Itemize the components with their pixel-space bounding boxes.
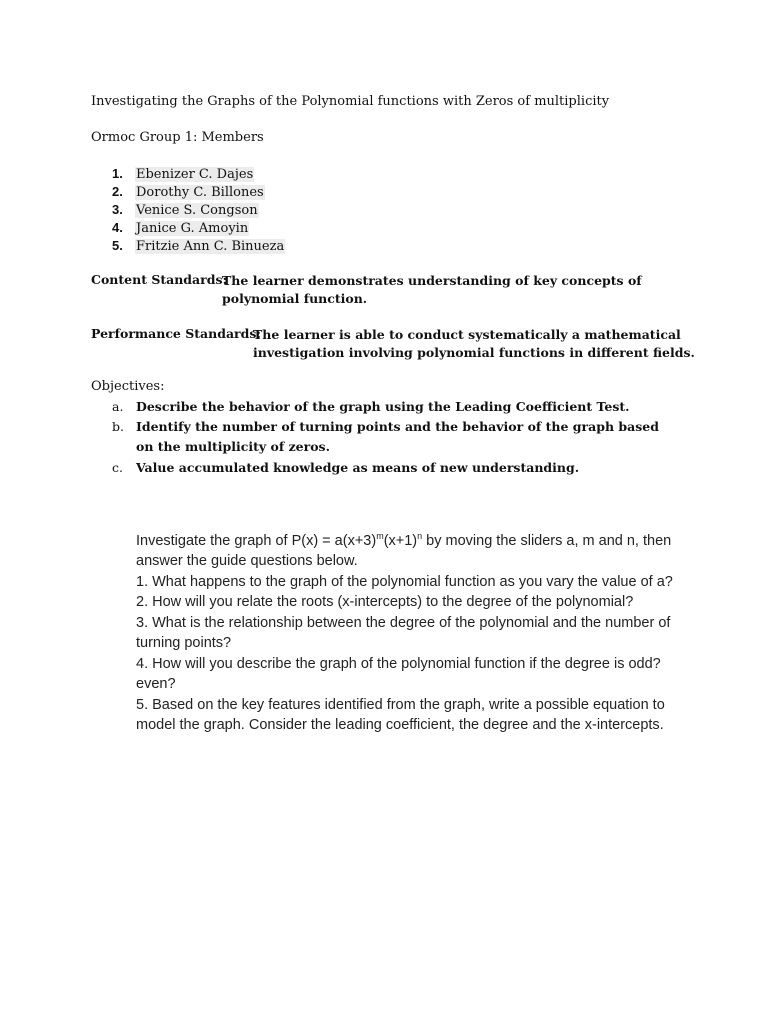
member-list-item — [112, 201, 259, 219]
guide-question: 3. What is the relationship between the degree of the polynomial and the number of turning points? — [136, 614, 671, 652]
objective-letter: c. — [112, 460, 123, 475]
list-number: 5. — [112, 238, 123, 253]
performance-standards-line-1: The learner is able to conduct systematically a mathematical — [253, 327, 681, 342]
guide-question: 1. What happens to the graph of the polynomial function as you vary the value of a? — [136, 573, 673, 590]
guide-question: 2. How will you relate the roots (x-intercepts) to the degree of the polynomial? — [136, 594, 634, 611]
objective-item — [112, 458, 676, 478]
objective-item — [112, 397, 676, 417]
member-list-item — [112, 237, 285, 255]
performance-standards-line-2: investigation involving polynomial functions in different fields. — [253, 345, 695, 360]
list-number: 2. — [112, 184, 123, 199]
member-list-item — [112, 219, 249, 237]
member-name: Dorothy C. Billones — [136, 185, 264, 200]
member-list-item — [112, 165, 254, 183]
objective-letter: a. — [112, 399, 124, 414]
investigation-intro: Investigate the graph of $P(x) = a(x+3)^m(x+1)^n$ by moving the sliders a, m and n, then answer the guide questions below. — [136, 531, 672, 570]
list-number: 1. — [112, 166, 123, 181]
content-standards-line-1: The learner demonstrates understanding of key concepts of — [222, 273, 642, 288]
performance-standards-label: Performance Standards: — [91, 326, 262, 341]
member-name: Fritzie Ann C. Binueza — [136, 239, 285, 254]
document-title: Investigating the Graphs of the Polynomial functions with Zeros of multiplicity — [91, 94, 610, 109]
list-number: 3. — [112, 202, 123, 217]
objective-text: Value accumulated knowledge as means of new understanding. — [136, 460, 580, 475]
list-number: 4. — [112, 220, 123, 235]
objectives-heading: Objectives: — [91, 379, 165, 394]
guide-question: 4. How will you describe the graph of the polynomial function if the degree is odd? even? — [136, 655, 661, 693]
group-heading: Ormoc Group 1: Members — [91, 130, 264, 145]
content-standards-line-2: polynomial function. — [222, 291, 368, 306]
member-name: Venice S. Congson — [136, 203, 258, 218]
objective-letter: b. — [112, 419, 124, 434]
investigation-section — [136, 526, 696, 736]
member-name: Janice G. Amoyin — [136, 221, 249, 236]
member-name: Ebenizer C. Dajes — [136, 167, 254, 182]
member-list-item — [112, 183, 265, 201]
objective-text: Describe the behavior of the graph using the Leading Coefficient Test. — [136, 399, 630, 414]
content-standards-label: Content Standards: — [91, 272, 228, 287]
objective-item — [112, 417, 676, 457]
guide-question: 5. Based on the key features identified from the graph, write a possible equation to model the graph. Consider the leading coefficient, the degree and the x-intercepts. — [136, 696, 665, 734]
objective-text: Identify the number of turning points and the behavior of the graph based on the multiplicity of zeros. — [136, 419, 659, 454]
